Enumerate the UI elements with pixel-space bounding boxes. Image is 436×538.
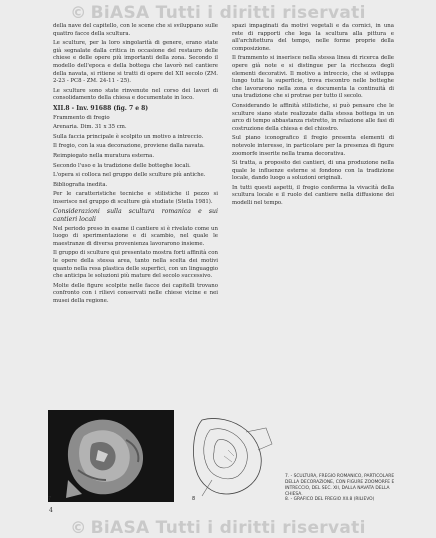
- catalog-line: L'opera si colloca nel gruppo delle sculture più antiche.: [53, 172, 206, 179]
- watermark-bottom: © BiASA Tutti i diritti riservati: [70, 518, 366, 538]
- watermark-top: © BiASA Tutti i diritti riservati: [70, 3, 366, 23]
- figure-8-caption: 8. - GRAFICO DEL FREGIO XII.8 (RILIEVO): [285, 497, 375, 502]
- figures-area: [48, 410, 398, 520]
- sculpture-drawing-image: [188, 410, 280, 502]
- right-column: [232, 23, 394, 210]
- figure-7-caption: 7. - SCULTURA, FREGIO ROMANICO, PARTICOLARE DELLA DECORAZIONE, CON FIGURE ZOOMORFE E INTRECCIO, DEL SEC. XII, DALLA NAVATA DELLA CHIESA.: [285, 474, 395, 497]
- paragraph: Per le caratteristiche tecniche e stilistiche il pezzo si inserisce nel gruppo di sculture già studiate (Stella 1981).: [53, 191, 218, 205]
- catalog-line: Arenaria. Dim. 31 x 35 cm.: [53, 124, 127, 131]
- catalog-line: Sulla faccia principale è scolpito un motivo a intreccio.: [53, 133, 204, 140]
- figure-7-number: 7: [48, 496, 52, 502]
- paragraph: Le sculture sono state rinvenute nel corso dei lavori di consolidamento della chiesa e documentate in loco.: [53, 87, 218, 102]
- figure-8-number: 8: [192, 496, 196, 502]
- catalog-heading: XII.8 - Inv. 91688 (fig. 7 e 8): [53, 104, 149, 112]
- paragraph: Si tratta, a proposito dei cantieri, di una produzione nella quale le influenze esterne si fondono con la tradizione locale, dando luogo a soluzioni originali.: [232, 160, 394, 182]
- section-subheading: Considerazioni sulla scultura romanica e sui cantieri locali: [53, 208, 218, 224]
- paragraph: Il gruppo di sculture qui presentato mostra forti affinità con le opere della stessa area, tanto nella scelta dei motivi quanto nella resa plastica delle superfici, con un linguaggio che anticipa le soluzioni più mature del secolo successivo.: [53, 250, 218, 280]
- catalog-line: Reimpiegato nella muratura esterna.: [53, 152, 155, 159]
- catalog-line: Frammento di fregio: [53, 114, 110, 121]
- paragraph: della nave del capitello, con le scene che si sviluppano sulle quattro facce della scultura.: [53, 23, 218, 37]
- catalog-line: Secondo l'uso e la tradizione delle botteghe locali.: [53, 162, 191, 169]
- catalog-line: Bibliografia inedita.: [53, 181, 108, 188]
- paragraph: Le sculture, per la loro singolarità di genere, erano state già segnalate dalla critica in occasione del restauro delle chiese e delle opere più importanti della zona. Secondo il modello dell'epoca e della bottega che lavorò nel cantiere della navata, si ritiene si tratti di opere del XII secolo (ZM. 2-23 - PC8 - ZM. 24-11 - 25).: [53, 40, 218, 85]
- page-number: 4: [49, 507, 53, 514]
- paragraph: In tutti questi aspetti, il fregio conferma la vivacità della scultura locale e il ruolo del cantiere nella diffusione dei modelli nel tempo.: [232, 184, 394, 207]
- paragraph: Molte delle figure scolpite nelle facce dei capitelli trovano confronto con i rilievi conservati nelle chiese vicine e nei musei della regione.: [53, 282, 218, 304]
- sculpture-photo-image: [48, 410, 174, 502]
- sculpture-drawing: [188, 410, 280, 502]
- catalog-line: Il fregio, con la sua decorazione, proviene dalla navata.: [53, 143, 205, 150]
- paragraph: Il frammento si inserisce nella stessa linea di ricerca delle opere già note e si distingue per la ricchezza degli elementi decorativi. Il motivo a intreccio, che si sviluppa lungo tutta la superficie, trova riscontro nelle botteghe che lavorarono nella zona e documenta la continuità di una tradizione che si protrae per tutto il secolo.: [232, 55, 394, 100]
- paragraph: Considerando le affinità stilistiche, si può pensare che le sculture siano state realizzate dalla stessa bottega in un arco di tempo abbastanza ristretto, in relazione alle fasi di costruzione della chiesa e del chiostro.: [232, 102, 394, 132]
- left-column: [53, 23, 218, 308]
- paragraph: spazi impaginati da motivi vegetali e da cornici, in una rete di rapporti che lega la scultura alla pittura e all'architettura del tempo, nelle forme proprie della composizione.: [232, 23, 394, 52]
- sculpture-photo: [48, 410, 174, 502]
- paragraph: Sul piano iconografico il fregio presenta elementi di notevole interesse, in particolare per la presenza di figure zoomorfe inserite nella trama decorativa.: [232, 135, 394, 157]
- paragraph: Nel periodo preso in esame il cantiere si è rivelato come un luogo di sperimentazione e di scambio, nel quale le maestranze di diversa provenienza lavorarono insieme.: [53, 225, 218, 247]
